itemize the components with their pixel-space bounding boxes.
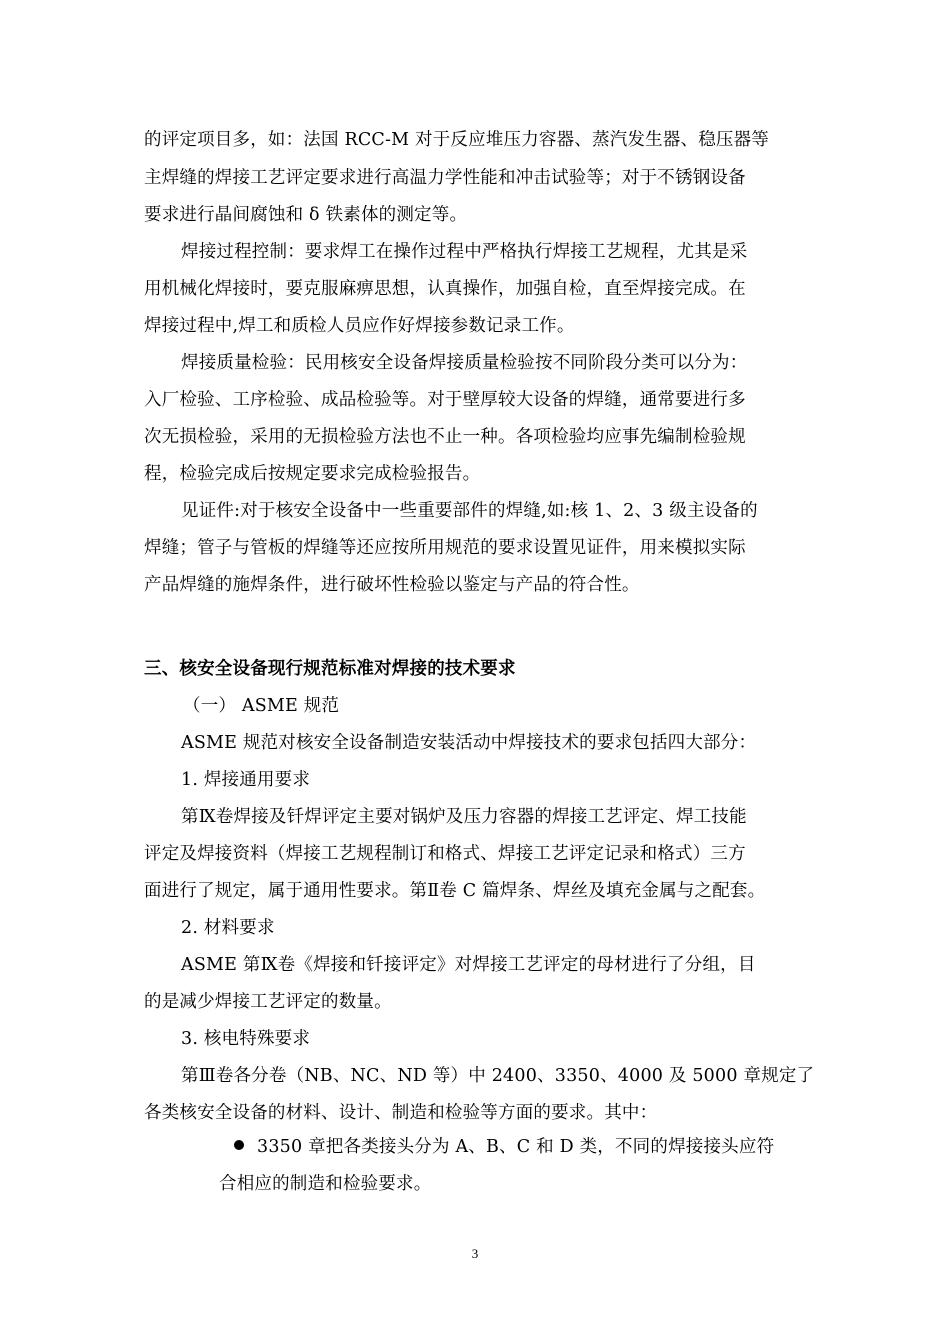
list-heading: 2. 材料要求	[181, 918, 275, 938]
paragraph-line: 用机械化焊接时，要克服麻痹思想，认真操作，加强自检，直至焊接完成。在	[144, 279, 746, 299]
paragraph-line: 焊缝；管子与管板的焊缝等还应按所用规范的要求设置见证件，用来模拟实际	[144, 538, 746, 558]
paragraph-line: 焊接过程控制：要求焊工在操作过程中严格执行焊接工艺规程，尤其是采	[181, 242, 748, 262]
list-heading: 1. 焊接通用要求	[181, 770, 311, 790]
paragraph-line: ASME 规范对核安全设备制造安装活动中焊接技术的要求包括四大部分：	[181, 733, 757, 753]
bullet-line: 3350 章把各类接头分为 A、B、C 和 D 类，不同的焊接接头应符	[257, 1137, 775, 1157]
paragraph-line: 评定及焊接资料（焊接工艺规程制订和格式、焊接工艺评定记录和格式）三方	[144, 844, 746, 864]
paragraph-line: 的是减少焊接工艺评定的数量。	[144, 992, 392, 1012]
paragraph-line: 焊接质量检验：民用核安全设备焊接质量检验按不同阶段分类可以分为：	[181, 353, 748, 373]
paragraph-line: 入厂检验、工序检验、成品检验等。对于壁厚较大设备的焊缝，通常要进行多	[144, 390, 746, 410]
paragraph-line: 第Ⅸ卷焊接及钎焊评定主要对锅炉及压力容器的焊接工艺评定、焊工技能	[181, 807, 747, 827]
paragraph-line: 的评定项目多，如：法国 RCC-M 对于反应堆压力容器、蒸汽发生器、稳压器等	[144, 130, 770, 150]
page-number: 3	[471, 1246, 479, 1261]
paragraph-line: 要求进行晶间腐蚀和 δ 铁素体的测定等。	[144, 205, 468, 225]
paragraph-line: 见证件:对于核安全设备中一些重要部件的焊缝,如:核 1、2、3 级主设备的	[181, 501, 758, 521]
bullet-icon	[234, 1140, 244, 1150]
paragraph-line: 程，检验完成后按规定要求完成检验报告。	[144, 464, 481, 484]
paragraph-line: 主焊缝的焊接工艺评定要求进行高温力学性能和冲击试验等；对于不锈钢设备	[144, 168, 746, 188]
paragraph-line: 次无损检验，采用的无损检验方法也不止一种。各项检验均应事先编制检验规	[144, 427, 746, 447]
paragraph-line: ASME 第Ⅸ卷《焊接和钎接评定》对焊接工艺评定的母材进行了分组，目	[181, 955, 756, 975]
paragraph-line: 第Ⅲ卷各分卷（NB、NC、ND 等）中 2400、3350、4000 及 5000 章规定了	[181, 1066, 815, 1086]
list-heading: 3. 核电特殊要求	[181, 1029, 311, 1049]
bullet-line: 合相应的制造和检验要求。	[219, 1174, 432, 1194]
paragraph-line: 焊接过程中,焊工和质检人员应作好焊接参数记录工作。	[144, 316, 575, 336]
paragraph-line: 各类核安全设备的材料、设计、制造和检验等方面的要求。其中：	[144, 1103, 658, 1123]
section-heading: 三、核安全设备现行规范标准对焊接的技术要求	[144, 659, 516, 679]
paragraph-line: 面进行了规定，属于通用性要求。第Ⅱ卷 C 篇焊条、焊丝及填充金属与之配套。	[144, 881, 766, 901]
paragraph-line: 产品焊缝的施焊条件，进行破坏性检验以鉴定与产品的符合性。	[144, 575, 640, 595]
subsection-heading: （一） ASME 规范	[183, 696, 340, 716]
